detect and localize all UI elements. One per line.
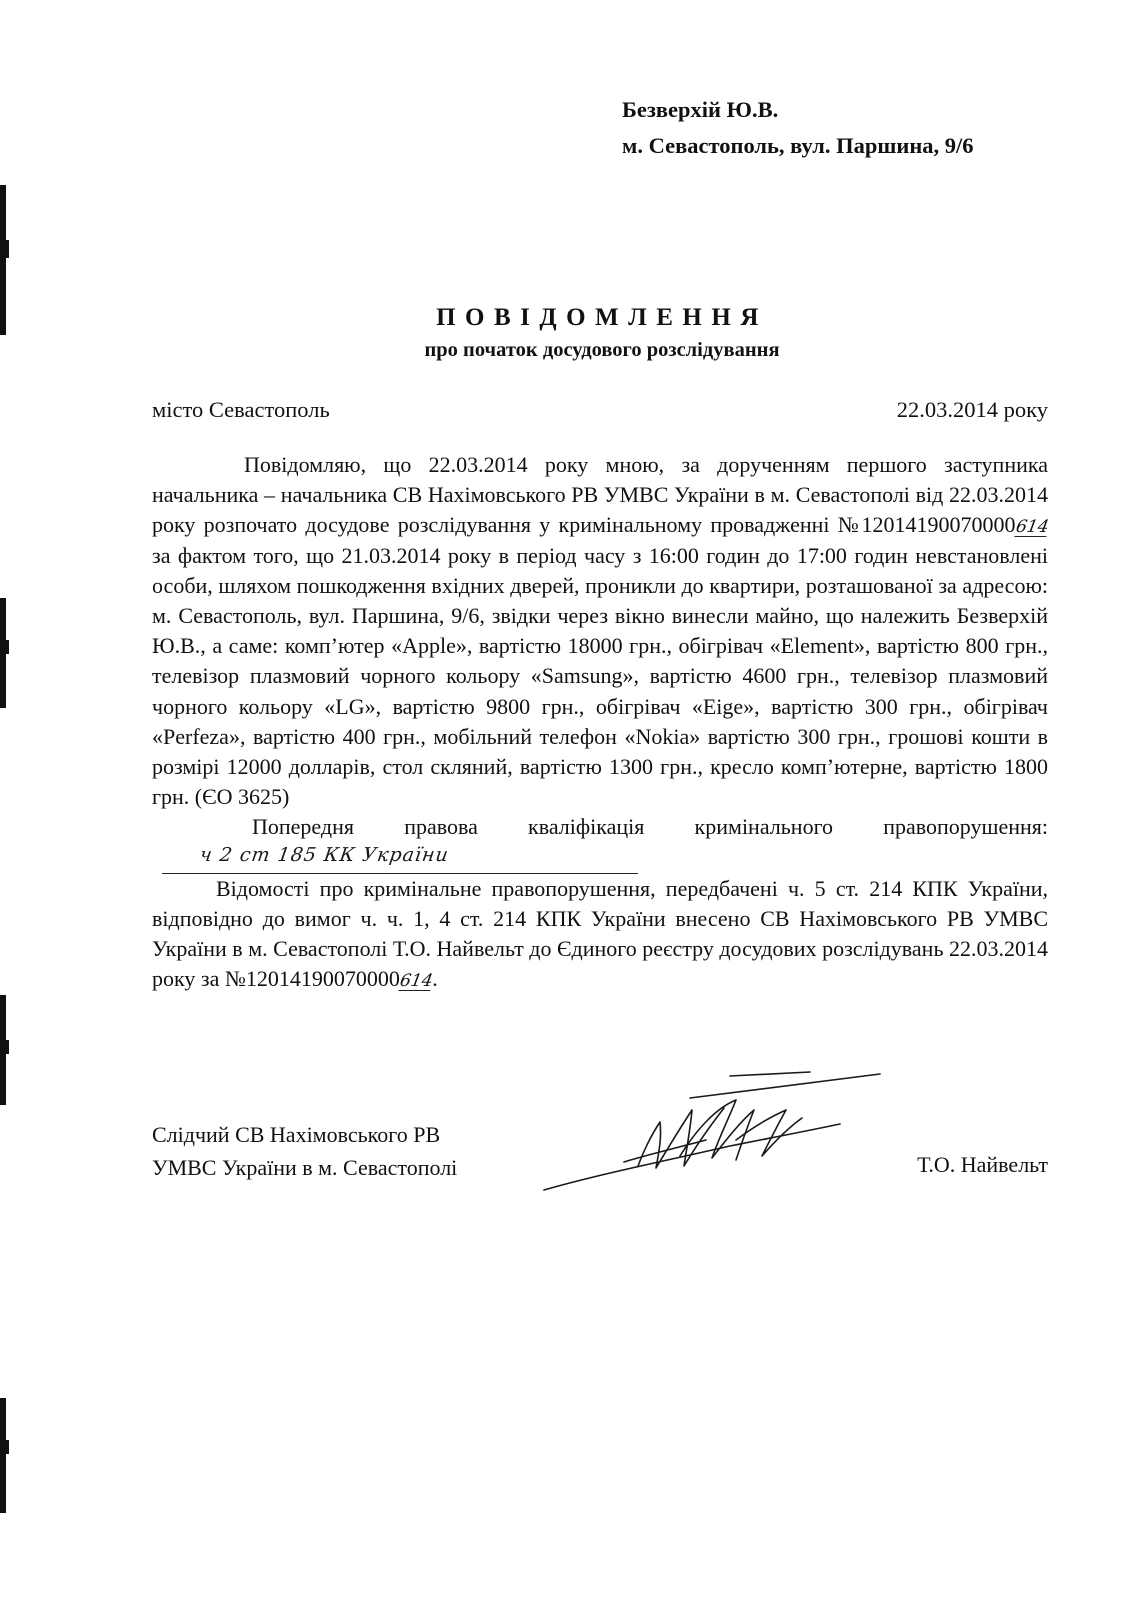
notice-text: Повідомляю, що 22.03.2014 року мною, за дорученням першого заступника начальника – начальника СВ Нахімовського РВ УМВС України в м. Севастополі від 22.03.2014 року розпочато досудове розслідування у кримінальному провадженні №12014190070000 [152,452,1048,538]
registry-text-end: . [432,966,438,992]
qualification-fill-line [162,843,638,874]
handwritten-registry-number-suffix: 614 [398,971,435,992]
recipient-block [622,92,974,164]
signer-position-line1: Слідчий СВ Нахімовського РВ [152,1122,441,1147]
handwritten-signature [540,1070,890,1200]
document-subtitle: про початок досудового розслідування [424,339,780,361]
body-paragraph-registry [152,874,1048,995]
document-body [152,450,1048,994]
handwritten-qualification: ч 2 ст 185 КК України [198,844,451,867]
body-paragraph-notice [152,450,1048,812]
scan-margin-marks [0,0,12,1600]
signer-position [152,1118,457,1184]
registry-text: Відомості про кримінальне правопорушення, передбачені ч. 5 ст. 214 КПК України, відповідно до вимог ч. ч. 1, 4 ст. 214 КПК України внесено СВ Нахімовського РВ УМВС України в м. Севастополі Т.О. Найвельт до Єдиного реєстру досудових розслідувань 22.03.2014 року за №12014190070000 [152,875,1048,992]
document-place: місто Севастополь [152,397,330,422]
notice-text-continued: за фактом того, що 21.03.2014 року в період часу з 16:00 годин до 17:00 годин невстановлені особи, шляхом пошкодження вхідних дверей, проникли до квартири, розташованої за адресою: м. Севастополь, вул. Паршина, 9/6, звідки через вікно винесли майно, що належить Безверхій Ю.В., а саме: комп’ютер «Apple», вартістю 18000 грн., обігрівач «Element», вартістю 800 грн., телевізор плазмовий чорного кольору «Samsung», вартістю 4600 грн., телевізор плазмовий чорного кольору «LG», вартістю 9800 грн., обігрівач «Eige», вартістю 300 грн., обігрівач «Perfeza», вартістю 400 грн., мобільний телефон «Nokia» вартістю 300 грн., грошові кошти в розмірі 12000 долларів, стол скляний, вартістю 1300 грн., кресло комп’ютерне, вартістю 1800 грн. (ЄО 3625) [152,542,1048,810]
body-paragraph-qualification: Попередня правова кваліфікація кримінального правопорушення: [252,814,1048,840]
signer-position-line2: УМВС України в м. Севастополі [152,1155,458,1180]
document-date: 22.03.2014 року [896,397,1048,422]
document-title: ПОВІДОМЛЕННЯ [436,304,768,331]
recipient-name: Безверхій Ю.В. [622,97,779,122]
signer-name: Т.О. Найвельт [917,1152,1048,1177]
recipient-address: м. Севастополь, вул. Паршина, 9/6 [622,133,974,158]
handwritten-case-number-suffix: 614 [1013,517,1050,538]
